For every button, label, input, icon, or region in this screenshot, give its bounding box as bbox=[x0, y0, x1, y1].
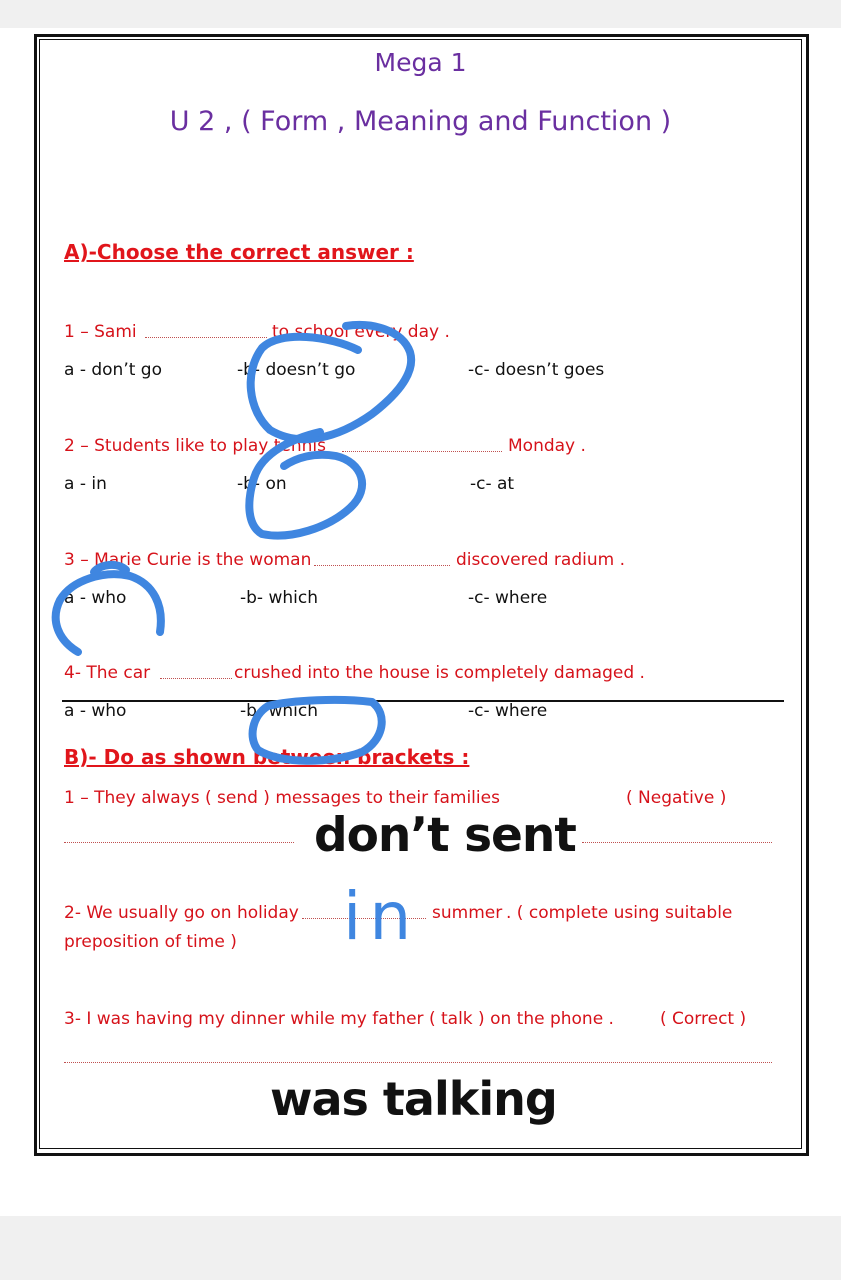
b3-answer-handwritten: was talking bbox=[270, 1072, 557, 1126]
q4-stem-start: 4- The car bbox=[64, 663, 151, 683]
b1-answer-line-right bbox=[582, 842, 772, 843]
worksheet-subtitle: U 2 , ( Form , Meaning and Function ) bbox=[169, 106, 672, 137]
page-border-inner bbox=[39, 39, 802, 1149]
b2-text-start: 2- We usually go on holiday bbox=[64, 903, 299, 923]
q2-stem-start: 2 – Students like to play tennis bbox=[64, 436, 326, 456]
b1-text: 1 – They always ( send ) messages to their families bbox=[64, 788, 500, 808]
b2-instruction-line2: preposition of time ) bbox=[64, 932, 237, 952]
q1-option-a: a - don’t go bbox=[64, 360, 162, 380]
b1-instruction: ( Negative ) bbox=[626, 788, 727, 808]
b1-answer-line-left bbox=[64, 842, 294, 843]
b3-text: 3- I was having my dinner while my father ( talk ) on the phone . bbox=[64, 1009, 614, 1029]
q3-option-c: -c- where bbox=[468, 588, 548, 608]
b3-answer-line bbox=[64, 1062, 772, 1063]
q4-blank bbox=[160, 678, 232, 679]
q1-blank bbox=[145, 337, 267, 338]
q3-option-b: -b- which bbox=[240, 588, 318, 608]
worksheet-title: Mega 1 bbox=[374, 48, 467, 77]
section-b-heading: B)- Do as shown between brackets : bbox=[64, 745, 470, 769]
q4-option-c: -c- where bbox=[468, 701, 548, 721]
q4-option-a: a - who bbox=[64, 701, 127, 721]
b1-answer-handwritten: don’t sent bbox=[314, 808, 576, 863]
q1-stem-start: 1 – Sami bbox=[64, 322, 137, 342]
section-a-heading: A)-Choose the correct answer : bbox=[64, 240, 414, 264]
b2-text-end: summer bbox=[432, 903, 503, 923]
b3-instruction: ( Correct ) bbox=[660, 1009, 747, 1029]
section-divider bbox=[62, 700, 784, 702]
b2-instruction: . ( complete using suitable bbox=[506, 903, 733, 923]
q2-option-b: -b- on bbox=[237, 474, 287, 494]
q4-stem-end: crushed into the house is completely damaged . bbox=[234, 663, 645, 683]
q2-blank bbox=[342, 451, 502, 452]
q1-option-b: -b- doesn’t go bbox=[237, 360, 356, 380]
q3-option-a: a - who bbox=[64, 588, 127, 608]
q2-option-c: -c- at bbox=[470, 474, 515, 494]
q1-option-c: -c- doesn’t goes bbox=[468, 360, 605, 380]
b2-answer-handwritten: in bbox=[343, 878, 420, 955]
q4-option-b: -b- which bbox=[240, 701, 318, 721]
q2-stem-end: Monday . bbox=[508, 436, 586, 456]
q1-stem-end: to school every day . bbox=[272, 322, 450, 342]
q2-option-a: a - in bbox=[64, 474, 107, 494]
q3-stem-end: discovered radium . bbox=[456, 550, 625, 570]
q3-blank bbox=[314, 565, 450, 566]
q3-stem-start: 3 – Marie Curie is the woman bbox=[64, 550, 312, 570]
